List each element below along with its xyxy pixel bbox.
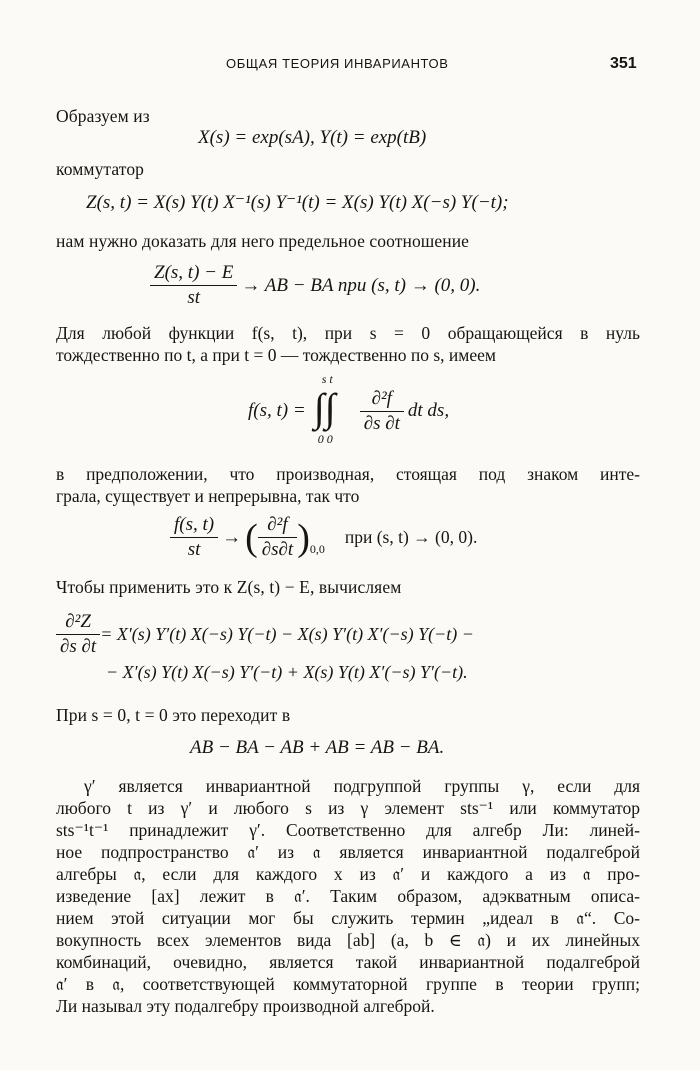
equation-line: = X′(s) Y′(t) X(−s) Y(−t) − X(s) Y′(t) X′(−s) Y(−t) − xyxy=(100,624,474,644)
equation-integral xyxy=(248,374,449,448)
equation-line: − X′(s) Y(t) X(−s) Y′(−t) + X(s) Y(t) X′(−s) Y′(−t). xyxy=(106,662,468,682)
fraction-denominator: st xyxy=(187,287,200,308)
equation-rest: при (s, t) → (0, 0). xyxy=(344,527,478,547)
fraction-denominator: st xyxy=(187,539,201,560)
text-line: любого t из γ′ и любого s из γ элемент sts⁻¹ или коммутатор xyxy=(56,798,640,818)
fraction-denominator: ∂s ∂t xyxy=(363,412,400,434)
text-line: грала, существует и непрерывна, так что xyxy=(56,486,360,506)
paragraph xyxy=(56,322,640,366)
paragraph xyxy=(56,775,640,1017)
text-line: Ли называл эту подалгебру производной алгеброй. xyxy=(56,996,435,1016)
fraction xyxy=(360,388,404,435)
fraction-numerator: ∂²f xyxy=(360,388,404,412)
fraction-numerator: f(s, t) xyxy=(170,514,218,538)
equation-derivative-limit xyxy=(170,514,477,561)
text-line: 𝔞′ в 𝔞, соответствующей коммутаторной группе в теории групп; xyxy=(56,974,640,994)
fraction-denominator: ∂s ∂t xyxy=(60,636,97,657)
text-line: ное подпространство 𝔞′ из 𝔞 является инвариантной подалгеброй xyxy=(56,842,640,862)
text-line: изведение [ax] лежит в 𝔞′. Таким образом, адэкватным описа- xyxy=(56,886,640,906)
fraction-denominator: ∂s∂t xyxy=(261,539,294,560)
integral-lower-limits: 0 0 xyxy=(317,432,333,446)
equation-rest: → AB − BA при (s, t) → (0, 0). xyxy=(241,274,481,296)
text-line: Чтобы применить это к Z(s, t) − E, вычисляем xyxy=(56,577,402,597)
paren-open: ( xyxy=(245,516,258,559)
text-line: алгебры 𝔞, если для каждого x из 𝔞′ и каждого a из 𝔞 про- xyxy=(56,864,640,884)
text-line: При s = 0, t = 0 это переходит в xyxy=(56,705,291,725)
arrow: → xyxy=(222,526,242,548)
text-line: sts⁻¹t⁻¹ принадлежит γ′. Соответственно для алгебр Ли: линей- xyxy=(56,820,640,840)
text-line: коммутатор xyxy=(56,159,145,179)
fraction-numerator: Z(s, t) − E xyxy=(150,262,237,286)
running-title: ОБЩАЯ ТЕОРИЯ ИНВАРИАНТОВ xyxy=(226,56,449,71)
equation-second-derivative xyxy=(56,611,474,658)
text-line: нам нужно доказать для него предельное соотношение xyxy=(56,231,470,251)
fraction xyxy=(258,514,297,561)
fraction xyxy=(170,514,218,561)
text-line: Для любой функции f(s, t), при s = 0 обращающейся в нуль xyxy=(56,323,640,343)
equation-limit xyxy=(150,262,480,309)
text-line: Образуем из xyxy=(56,106,150,126)
fraction xyxy=(56,611,100,658)
integral-lhs: f(s, t) = xyxy=(248,400,306,421)
text-line: в предположении, что производная, стоящая под знаком инте- xyxy=(56,464,640,484)
text-line: вокупность всех элементов вида [ab] (a, b ∈ 𝔞) и их линейных xyxy=(56,930,640,950)
equation-rest: dt ds, xyxy=(407,400,450,421)
paren-close: ) xyxy=(297,516,310,559)
integral-upper-limits: s t xyxy=(321,372,333,386)
page-number: 351 xyxy=(610,55,637,72)
text-line: тождественно по t, а при t = 0 — тождественно по s, имеем xyxy=(56,345,496,365)
text-line: нием этой ситуации мог бы служить термин „идеал в 𝔞“. Со- xyxy=(56,908,640,928)
fraction-numerator: ∂²f xyxy=(258,514,297,538)
subscript: 0,0 xyxy=(309,542,325,556)
equation-result: AB − BA − AB + AB = AB − BA. xyxy=(190,737,445,758)
equation-commutator: Z(s, t) = X(s) Y(t) X⁻¹(s) Y⁻¹(t) = X(s) Y(t) X(−s) Y(−t); xyxy=(86,192,509,213)
fraction xyxy=(150,262,237,309)
fraction-numerator: ∂²Z xyxy=(56,611,100,635)
integral-sign: ∫∫ xyxy=(313,385,336,430)
text-line: γ′ является инвариантной подгруппой группы γ, если для xyxy=(84,776,640,796)
paragraph xyxy=(56,463,640,507)
text-line: комбинаций, очевидно, является такой инвариантной подалгеброй xyxy=(56,952,640,972)
equation-exp: X(s) = exp(sA), Y(t) = exp(tB) xyxy=(198,127,427,148)
